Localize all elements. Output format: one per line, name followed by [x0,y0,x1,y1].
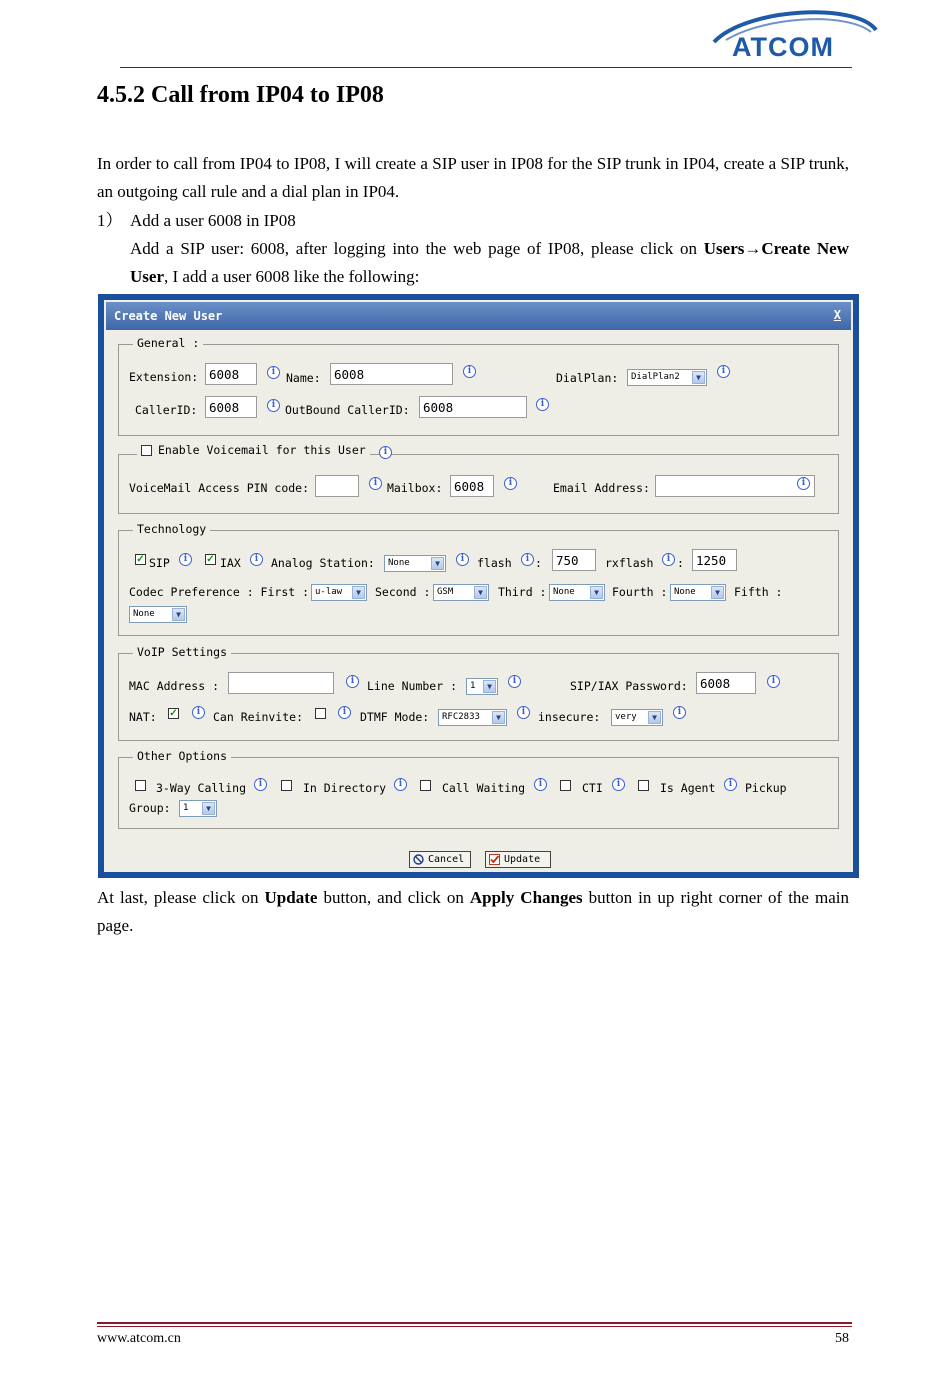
create-user-ref: Create New User [130,239,849,286]
pickup-label: Pickup [745,781,787,795]
dialplan-label: DialPlan: [556,371,619,385]
codec-third-value: None [553,587,575,597]
codec-second-select[interactable] [433,584,489,601]
info-icon[interactable]: i [267,366,280,379]
outbound-callerid-input[interactable]: 6008 [419,396,527,418]
section-title: 4.5.2 Call from IP04 to IP08 [97,82,384,108]
codec-fifth-label: Fifth : [734,585,783,599]
info-icon[interactable]: i [250,553,263,566]
other-options-fieldset [118,749,839,829]
iax-label: IAX [220,556,241,570]
update-button[interactable] [485,851,551,868]
in-directory-checkbox[interactable] [281,780,292,791]
pickup-group-value: 1 [183,803,189,813]
codec-second-value: GSM [437,587,454,597]
chevron-down-icon: ▼ [590,586,603,599]
info-icon[interactable]: i [673,706,686,719]
step-instructions [130,235,849,291]
rxflash-label: rxflash [605,556,654,570]
insecure-value: very [615,712,637,722]
atcom-logo [706,6,881,66]
info-icon[interactable]: i [612,778,625,791]
analog-station-label: Analog Station: [271,556,375,570]
info-icon[interactable]: i [724,778,737,791]
chevron-down-icon: ▼ [483,680,496,693]
update-ref: Update [264,888,318,907]
codec-third-label: Third : [498,585,547,599]
codec-fifth-select[interactable] [129,606,187,623]
codec-fourth-value: None [674,587,696,597]
insecure-select[interactable] [611,709,663,726]
create-user-dialog [98,294,859,878]
outbound-callerid-label: OutBound CallerID: [285,403,410,417]
info-icon[interactable]: i [192,706,205,719]
pickup-group-label: Group: [129,801,171,815]
chevron-down-icon: ▼ [352,586,365,599]
technology-legend: Technology [133,522,210,536]
sip-iax-password-label: SIP/IAX Password: [570,679,688,693]
is-agent-checkbox[interactable] [638,780,649,791]
info-icon[interactable]: i [504,477,517,490]
email-label: Email Address: [553,481,650,495]
info-icon[interactable]: i [767,675,780,688]
info-icon[interactable]: i [394,778,407,791]
info-icon[interactable]: i [662,553,675,566]
outro-text-b: button, and click on [317,888,470,907]
header-rule [120,67,852,68]
flash-label: flash [477,556,512,570]
info-icon[interactable]: i [534,778,547,791]
step-text-b: , I add a user 6008 like the following: [163,267,420,286]
other-options-legend: Other Options [133,749,231,763]
mailbox-input[interactable]: 6008 [450,475,494,497]
chevron-down-icon: ▼ [692,371,705,384]
pin-input[interactable] [315,475,359,497]
mac-address-label: MAC Address : [129,679,220,693]
voip-fieldset [118,645,839,741]
three-way-calling-label: 3-Way Calling [156,781,247,795]
codec-second-label: Second : [375,585,431,599]
nat-checkbox[interactable]: ✓ [169,708,178,719]
is-agent-label: Is Agent [660,781,716,795]
email-input[interactable] [655,475,815,497]
call-waiting-checkbox[interactable] [420,780,431,791]
dialog-title: Create New User [114,309,223,323]
info-icon[interactable]: i [517,706,530,719]
dtmf-mode-select[interactable] [438,709,507,726]
info-icon[interactable]: i [267,399,280,412]
name-input[interactable]: 6008 [330,363,453,385]
info-icon[interactable]: i [338,706,351,719]
outro-text-c: button in up right corner of the main page. [97,888,849,935]
mailbox-label: Mailbox: [387,481,443,495]
rxflash-colon: : [677,556,684,570]
dialplan-select[interactable] [627,369,707,386]
info-icon[interactable]: i [536,398,549,411]
name-label: Name: [286,371,321,385]
insecure-label: insecure: [538,710,601,724]
pin-label: VoiceMail Access PIN code: [129,481,310,495]
analog-station-value: None [388,558,410,568]
callerid-label: CallerID: [135,403,198,417]
mac-address-input[interactable] [228,672,334,694]
callerid-input[interactable]: 6008 [205,396,257,418]
close-button[interactable]: X [833,308,841,322]
extension-input[interactable]: 6008 [205,363,257,385]
step-text-a: Add a SIP user: 6008, after logging into the web page of IP08, please click on [130,239,704,258]
page-number: 58 [835,1331,849,1346]
step-title: Add a user 6008 in IP08 [130,211,296,230]
extension-label: Extension: [129,370,199,384]
three-way-calling-checkbox[interactable] [135,780,146,791]
footer-url: www.atcom.cn [97,1331,181,1346]
enable-voicemail-checkbox[interactable] [141,445,152,456]
pickup-group-select[interactable] [179,800,217,817]
info-icon[interactable]: i [346,675,359,688]
chevron-down-icon: ▼ [202,802,215,815]
nat-label: NAT: [129,710,157,724]
footer-rule [97,1322,852,1324]
update-label: Update [504,854,541,865]
apply-changes-ref: Apply Changes [469,888,583,907]
chevron-down-icon: ▼ [172,608,185,621]
general-legend: General : [133,336,203,350]
sip-label: SIP [149,556,170,570]
general-fieldset [118,336,839,436]
codec-first-select[interactable] [311,584,367,601]
in-directory-label: In Directory [303,781,387,795]
line-number-label: Line Number : [367,679,458,693]
call-waiting-label: Call Waiting [442,781,526,795]
dialog-body [104,300,853,872]
codec-first-label: Codec Preference : First : [129,585,310,599]
voip-legend: VoIP Settings [133,645,231,659]
intro-paragraph: In order to call from IP04 to IP08, I will create a SIP user in IP08 for the SIP trunk in IP04, create a SIP trunk, an outgoing call rule and a dial plan in IP04. [97,154,849,201]
dialog-titlebar [106,302,851,330]
dtmf-mode-label: DTMF Mode: [360,710,430,724]
line-number-select[interactable] [466,678,498,695]
footer-rule-thin [97,1326,852,1327]
cti-label: CTI [582,781,603,795]
info-icon[interactable]: i [508,675,521,688]
info-icon[interactable]: i [463,365,476,378]
flash-input[interactable]: 750 [552,549,596,571]
enable-voicemail-label: Enable Voicemail for this User [158,443,366,457]
line-number-value: 1 [470,681,476,691]
step-number: 1） [97,211,123,230]
outro-text-a: At last, please click on [97,888,265,907]
voicemail-fieldset [118,443,839,514]
arrow-glyph: → [744,239,762,258]
chevron-down-icon: ▼ [492,711,505,724]
sip-iax-password-input[interactable]: 6008 [696,672,756,694]
dialplan-value: DialPlan2 [631,372,680,382]
codec-first-value: u-law [315,587,343,597]
info-icon[interactable]: i [717,365,730,378]
closing-paragraph [97,884,849,940]
can-reinvite-label: Can Reinvite: [213,710,304,724]
cti-checkbox[interactable] [560,780,571,791]
info-icon[interactable]: i [369,477,382,490]
voicemail-legend [137,443,370,457]
codec-fifth-value: None [133,609,155,619]
codec-fourth-select[interactable] [670,584,726,601]
dtmf-mode-value: RFC2833 [442,712,480,722]
info-icon[interactable]: i [456,553,469,566]
info-icon[interactable]: i [254,778,267,791]
codec-third-select[interactable] [549,584,605,601]
technology-fieldset [118,522,839,636]
cancel-label: Cancel [428,854,465,865]
cancel-button[interactable] [409,851,471,868]
can-reinvite-checkbox[interactable] [315,708,326,719]
info-icon[interactable]: i [179,553,192,566]
users-menu-ref: Users [703,239,745,258]
sip-checkbox[interactable]: ✓ [136,554,145,565]
info-icon[interactable]: i [797,477,810,490]
chevron-down-icon: ▼ [648,711,661,724]
analog-station-select[interactable] [384,555,446,572]
chevron-down-icon: ▼ [474,586,487,599]
iax-checkbox[interactable]: ✓ [206,554,215,565]
info-icon[interactable]: i [379,446,392,459]
logo-text: ATCOM [732,32,834,62]
chevron-down-icon: ▼ [431,557,444,570]
info-icon[interactable]: i [521,553,534,566]
chevron-down-icon: ▼ [711,586,724,599]
rxflash-input[interactable]: 1250 [692,549,737,571]
codec-fourth-label: Fourth : [612,585,668,599]
checkmark-icon [489,854,500,865]
flash-colon: : [535,556,542,570]
cancel-icon [413,854,424,865]
